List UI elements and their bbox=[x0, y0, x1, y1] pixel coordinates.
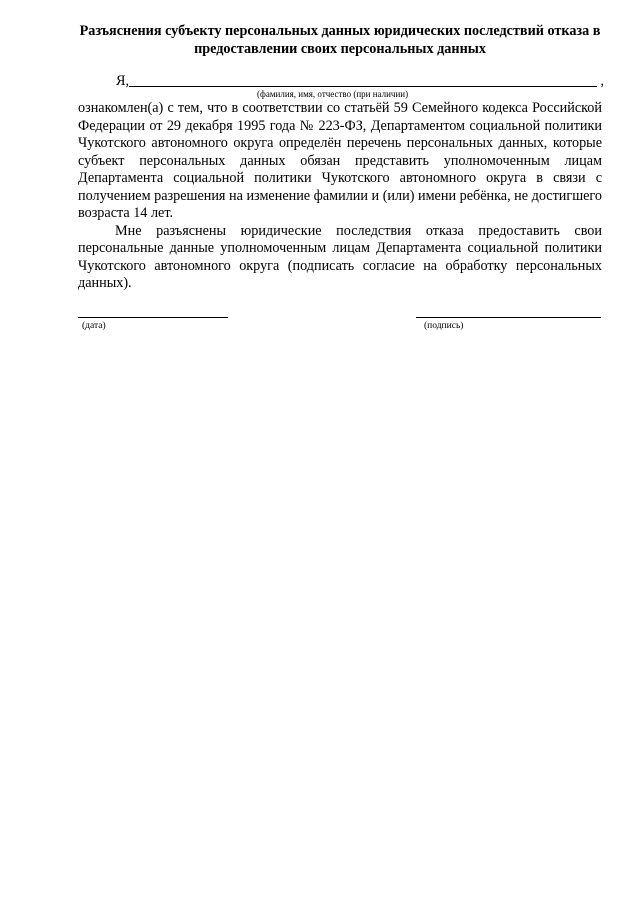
fio-prefix: Я, bbox=[116, 73, 130, 89]
date-caption: (дата) bbox=[82, 321, 106, 331]
body-text bbox=[78, 100, 602, 293]
signature-line bbox=[416, 317, 601, 318]
fio-fill-line bbox=[116, 73, 606, 89]
fio-underline bbox=[129, 86, 597, 87]
date-line bbox=[78, 317, 228, 318]
fio-caption: (фамилия, имя, отчество (при наличии) bbox=[257, 89, 409, 99]
paragraph-acknowledgement: ознакомлен(а) с тем, что в соответствии со статьёй 59 Семейного кодекса Российской Федерации от 29 декабря 1995 года № 223-ФЗ, Департаментом социальной политики Чукотского автономного округа определён перечень персональных данных, которые субъект персональных данных обязан представить уполномоченным лицам Департамента социальной политики Чукотского автономного округа в связи с получением разрешения на изменение фамилии и (или) имени ребёнка, не достигшего возраста 14 лет. bbox=[78, 100, 602, 221]
fio-comma: , bbox=[600, 73, 604, 89]
signature-caption: (подпись) bbox=[424, 321, 464, 331]
paragraph-consequences: Мне разъяснены юридические последствия отказа предоставить свои персональные данные уполномоченным лицам Департамента социальной политики Чукотского автономного округа (подписать согласие на обработку персональных данных). bbox=[78, 222, 602, 291]
document-title: Разъяснения субъекту персональных данных юридических последствий отказа в предоставлении своих персональных данных bbox=[79, 23, 601, 57]
